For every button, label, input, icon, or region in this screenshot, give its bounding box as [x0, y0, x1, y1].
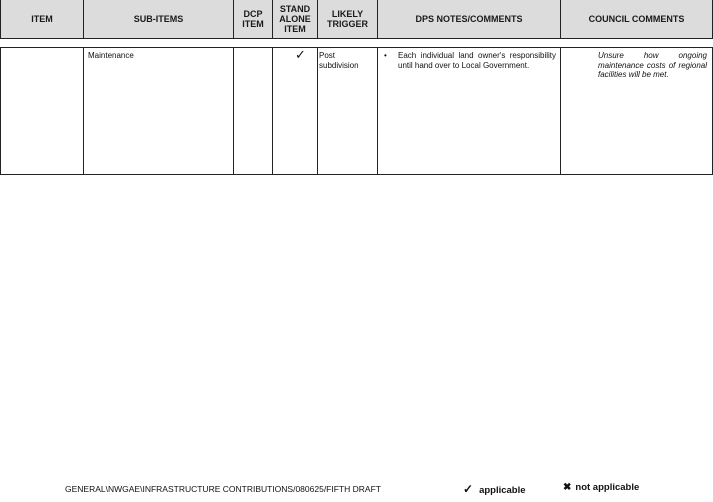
legend-not-applicable-label: not applicable [575, 482, 640, 493]
header-sub-items-label: SUB-ITEMS [133, 14, 184, 24]
header-likely-trigger-label: LIKELY TRIGGER [326, 9, 368, 29]
document-reference-text: GENERAL\NWGAE\INFRASTRUCTURE CONTRIBUTIONS/080625/FIFTH DRAFT [65, 484, 381, 494]
header-stand-alone-item [273, 0, 318, 39]
legend-not-applicable [563, 482, 639, 493]
header-item-label: ITEM [31, 14, 53, 24]
row-sub-item-text: Maintenance [88, 51, 134, 60]
header-gap [0, 39, 713, 47]
header-dcp-item [234, 0, 273, 39]
header-likely-trigger [318, 0, 378, 39]
document-reference [65, 484, 381, 494]
row-stand-alone-cell [273, 47, 318, 175]
bullet-icon: • [384, 51, 387, 60]
legend-applicable-label: applicable [479, 485, 526, 496]
header-dcp-item-label: DCP ITEM [242, 9, 264, 29]
check-legend-icon: ✓ [463, 482, 474, 496]
header-council-comments-label: COUNCIL COMMENTS [588, 14, 685, 24]
legend-applicable [463, 482, 526, 496]
header-stand-alone-label: STAND ALONE ITEM [279, 4, 311, 34]
council-comments-text: Unsure how ongoing maintenance costs of regional facilities will be met. [598, 51, 707, 79]
header-sub-items [84, 0, 234, 39]
row-likely-trigger-cell [318, 47, 378, 175]
dps-notes-text: Each individual land owner's responsibility until hand over to Local Government. [398, 51, 556, 70]
cross-legend-icon: ✖ [563, 482, 572, 493]
header-council-comments [561, 0, 713, 39]
row-sub-item-cell [84, 47, 234, 175]
header-item [0, 0, 84, 39]
dps-notes-bullet-item [378, 48, 560, 70]
row-dcp-item-text [234, 48, 272, 54]
header-dps-notes-label: DPS NOTES/COMMENTS [415, 14, 523, 24]
check-mark-icon: ✓ [295, 47, 306, 62]
row-likely-trigger-text: Post subdivision [319, 51, 359, 70]
row-item-cell [0, 47, 84, 175]
row-council-comments-cell [561, 47, 713, 175]
header-dps-notes [378, 0, 561, 39]
row-item-text [1, 48, 83, 54]
row-dcp-item-cell [234, 47, 273, 175]
row-dps-notes-cell [378, 47, 561, 175]
